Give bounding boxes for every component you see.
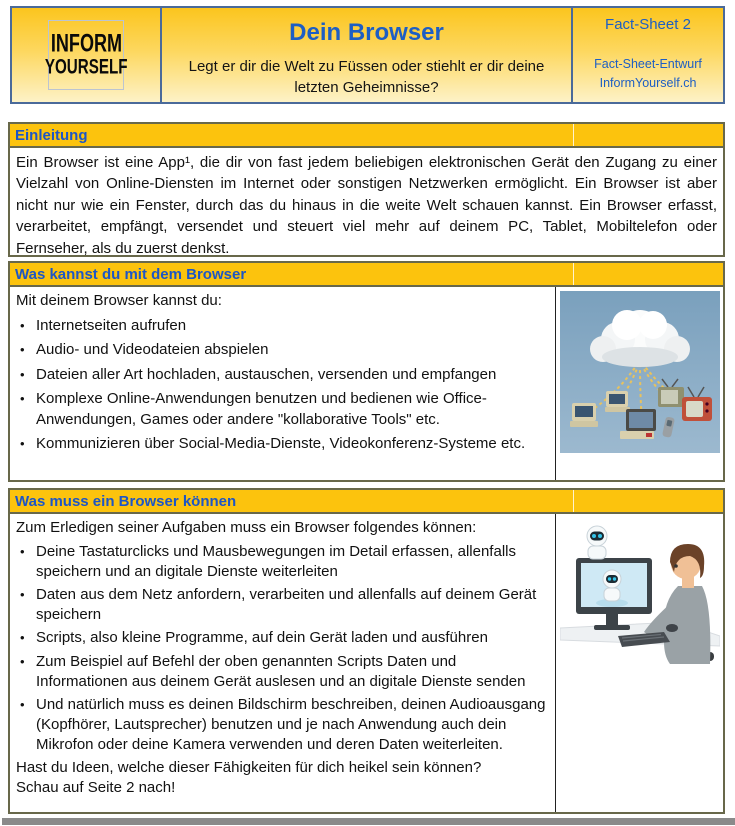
- list-item: [16, 434, 547, 455]
- list-item: [16, 585, 547, 625]
- section-requirements-body: [10, 514, 723, 812]
- inform-yourself-logo: [44, 20, 128, 90]
- list-item-text: Zum Beispiel auf Befehl der oben genannten Scripts Daten und Informationen aus deinem Gerät auslesen und an digitale Dienste senden: [36, 652, 526, 690]
- bullet-marker: •: [20, 587, 25, 603]
- bar-column-split: [573, 263, 574, 285]
- title-cell: [160, 8, 573, 102]
- bullet-marker: •: [20, 436, 25, 451]
- sheet-number-label: Fact-Sheet 2: [605, 16, 691, 33]
- list-item: [16, 628, 547, 648]
- bullet-marker: •: [20, 391, 25, 406]
- site-label: InformYourself.ch: [599, 76, 697, 90]
- cloud-devices-illustration: [560, 291, 720, 453]
- robot-user-illustration: [560, 524, 720, 682]
- list-item: [16, 542, 547, 582]
- requirements-text-column: [10, 514, 555, 812]
- list-item-text: Audio- und Videodateien abspielen: [36, 341, 269, 358]
- intro-paragraph: Ein Browser ist eine App¹, die dir von fast jedem beliebigen elektronischen Gerät den Zugang zu einer Vielzahl von Online-Diensten im Internet oder sonstigen Netzwerken ermöglicht. Ein Browser ist aber nicht nur wie ein Fenster, durch das du hinaus in die weite Welt schauen kannst. Ein Browser erfasst, verarbeitet, empfängt, versendet und steuert viel mehr auf deinem PC, Tablet, Mobiltelefon oder Fernseher, als du zuerst denkst.: [16, 154, 717, 255]
- bullet-marker: •: [20, 317, 25, 333]
- header-table: [10, 6, 725, 104]
- bar-column-split: [573, 490, 574, 512]
- list-item-text: Dateien aller Art hochladen, austauschen, versenden und empfangen: [36, 365, 497, 383]
- logo-line-1: INFORM: [50, 30, 122, 58]
- list-item: [16, 340, 547, 361]
- capabilities-text-column: [10, 287, 555, 480]
- bullet-marker: •: [20, 696, 25, 712]
- draft-label: Fact-Sheet-Entwurf: [594, 57, 702, 71]
- bullet-marker: •: [20, 630, 25, 646]
- list-item: [16, 652, 547, 692]
- list-item-text: Deine Tastaturclicks und Mausbewegungen im Detail erfassen, allenfalls speichern und an digitale Dienste weiterleiten: [36, 543, 516, 581]
- section-einleitung: [8, 122, 725, 257]
- section-heading: Was kannst du mit dem Browser: [15, 265, 247, 283]
- list-item: [16, 316, 547, 337]
- closing-question: Hast du Ideen, welche dieser Fähigkeiten für dich heikel sein können?: [16, 759, 482, 777]
- meta-cell: [573, 8, 723, 102]
- robot-on-monitor-icon: [587, 526, 607, 559]
- mouse-icon: [666, 624, 678, 632]
- bar-column-split: [573, 124, 574, 146]
- section-einleitung-header: [10, 124, 723, 148]
- list-intro: Mit deinem Browser kannst du:: [16, 292, 222, 309]
- logo-cell: [12, 8, 160, 102]
- retro-computer-icon: [570, 403, 598, 427]
- bullet-marker: •: [20, 366, 25, 382]
- list-item: [16, 695, 547, 755]
- list-intro: Zum Erledigen seiner Aufgaben muss ein Browser folgendes können:: [16, 519, 477, 536]
- retro-computer-icon: [605, 391, 630, 412]
- page-subtitle: Legt er dir die Welt zu Füssen oder stiehlt er dir deine letzten Geheimnisse?: [188, 58, 545, 96]
- meta-bottom: [594, 55, 702, 93]
- list-item: [16, 365, 547, 386]
- section-browser-capabilities: [8, 261, 725, 482]
- logo-line-2: YOURSELF: [44, 55, 128, 79]
- page-title: Dein Browser: [289, 19, 444, 46]
- section-einleitung-body: [10, 148, 723, 255]
- closing-hint: Schau auf Seite 2 nach!: [16, 779, 176, 797]
- list-item: [16, 389, 547, 430]
- list-item-text: Scripts, also kleine Programme, auf dein Gerät laden und ausführen: [36, 629, 488, 647]
- bullet-marker: •: [20, 544, 25, 560]
- capabilities-image-column: [555, 287, 723, 480]
- list-item-text: Kommunizieren über Social-Media-Dienste, Videokonferenz-Systeme etc.: [36, 435, 526, 452]
- section-capabilities-header: [10, 263, 723, 287]
- bottom-edge-bar: [2, 818, 735, 825]
- list-item-text: Komplexe Online-Anwendungen benutzen und bedienen wie Office-Anwendungen, Games oder andere "kollaborative Tools" etc.: [36, 390, 487, 428]
- list-item-text: Internetseiten aufrufen: [36, 316, 187, 334]
- list-item-text: Und natürlich muss es deinen Bildschirm beschreiben, deinen Audioausgang (Kopfhörer, Lautsprecher) benutzen und je nach Anwendung auch dein Mikrofon oder deine Kamera verwenden und deren Daten weiterleiten.: [36, 695, 546, 753]
- section-browser-requirements: [8, 488, 725, 814]
- section-requirements-header: [10, 490, 723, 514]
- section-heading: Einleitung: [15, 126, 88, 144]
- bullet-marker: •: [20, 342, 25, 357]
- bullet-marker: •: [20, 653, 25, 669]
- section-capabilities-body: [10, 287, 723, 480]
- requirements-image-column: [555, 514, 723, 812]
- list-item-text: Daten aus dem Netz anfordern, verarbeiten und allenfalls auf deinem Gerät speichern: [36, 586, 537, 624]
- section-heading: Was muss ein Browser können: [15, 492, 237, 510]
